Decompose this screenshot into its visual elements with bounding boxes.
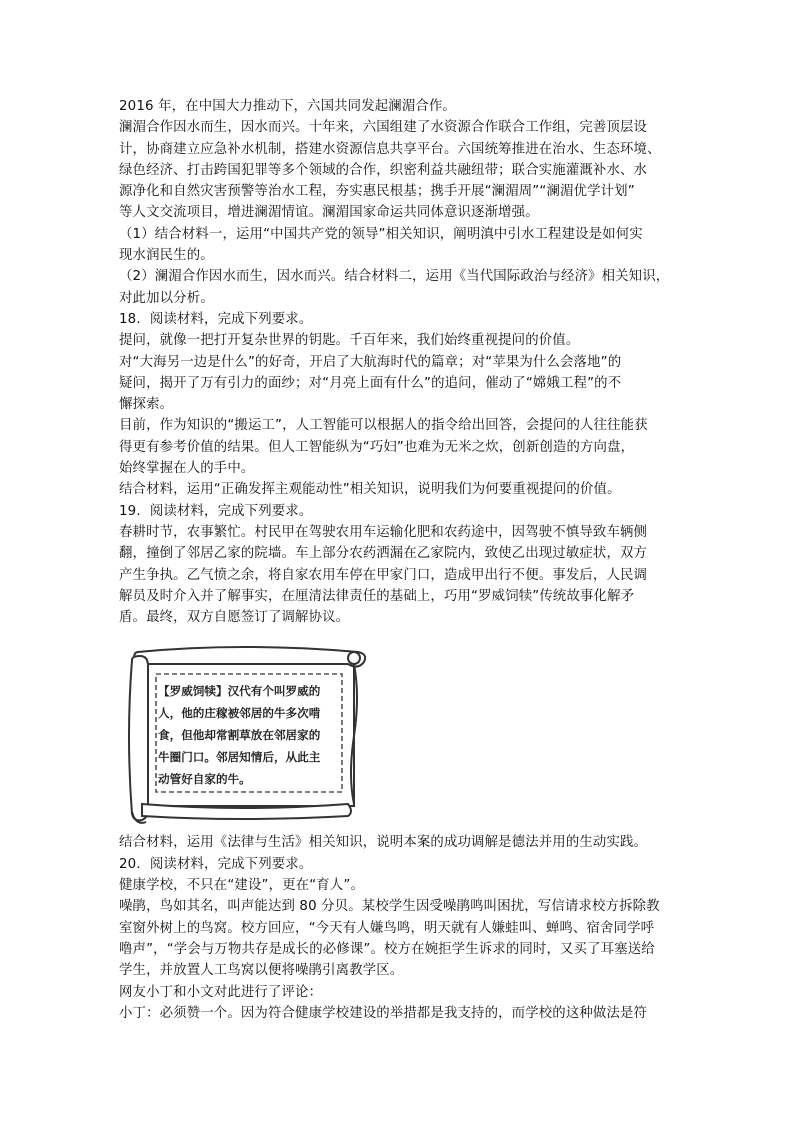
text-line: 对“大海另一边是什么”的好奇，开启了大航海时代的篇章；对“苹果为什么会落地”的: [119, 354, 622, 370]
text-line: 提问，就像一把打开复杂世界的钥匙。千百年来，我们始终重视提问的价值。: [119, 333, 580, 349]
text-line: 学生，并放置人工鸟窝以便将噪鹃引离教学区。: [119, 963, 404, 979]
material-text-bottom: [119, 832, 679, 1024]
text-line: 室窗外树上的鸟窝。校方回应，“今天有人嫌鸟鸣，明天就有人嫌蛙叫、蝉鸣、宿舍同学呼: [119, 920, 655, 936]
text-line: 产生争执。乙气愤之余，将自家农用车停在甲家门口，造成甲出行不便。事发后，人民调: [119, 567, 648, 583]
text-line: 20．阅读材料，完成下列要求。: [119, 856, 313, 872]
text-line: 19．阅读材料，完成下列要求。: [119, 503, 313, 519]
text-line: 澜湄合作因水而生，因水而兴。十年来，六国组建了水资源合作联合工作组，完善顶层设: [119, 120, 648, 136]
text-line: 绿色经济、打击跨国犯罪等多个领域的合作，织密利益共融纽带；联合实施灌溉补水、水: [119, 162, 648, 178]
text-line: 始终掌握在人的手中。: [119, 461, 255, 477]
text-line: 2016 年，在中国大力推动下，六国共同发起澜湄合作。: [119, 99, 456, 114]
text-line: 计，协商建立应急补水机制，搭建水资源信息共享平台。六国统筹推进在治水、生态环境、: [119, 141, 661, 157]
text-line: 源净化和自然灾害预警等治水工程，夯实惠民根基；携手开展“澜湄周”“澜湄优学计划”: [119, 184, 635, 200]
text-line: 等人文交流项目，增进澜湄情谊。澜湄国家命运共同体意识逐渐增强。: [119, 205, 539, 221]
text-line: 18．阅读材料，完成下列要求。: [119, 311, 313, 327]
text-line: 人，他的庄稼被邻居的牛多次啃: [158, 706, 321, 721]
text-line: 疑问，揭开了万有引力的面纱；对“月亮上面有什么”的追问，催动了“嫦娥工程”的不: [119, 375, 622, 391]
text-line: 盾。最终，双方自愿签订了调解协议。: [119, 610, 350, 626]
text-line: 牛圈门口。邻居知情后，从此主: [158, 750, 321, 765]
text-line: 得更有参考价值的结果。但人工智能纵为“巧妇”也难为无米之炊，创新创造的方向盘，: [119, 439, 635, 455]
text-line: 食，但他却常割草放在邻居家的: [158, 728, 321, 743]
text-line: 小丁：必须赞一个。因为符合健康学校建设的举措都是我支持的，而学校的这种做法是符: [119, 1005, 648, 1021]
text-line: 网友小丁和小文对此进行了评论：: [119, 984, 323, 1000]
text-line: （2）澜湄合作因水而生，因水而兴。结合材料二，运用《当代国际政治与经济》相关知识，: [119, 269, 670, 285]
text-line: 健康学校，不只在“建设”，更在“育人”。: [119, 878, 364, 894]
material-text-top: [119, 96, 679, 628]
text-line: 翻，撞倒了邻居乙家的院墙。车上部分农药洒漏在乙家院内，致使乙出现过敏症状，双方: [119, 546, 648, 562]
text-line: 噜声”，“学会与万物共存是成长的必修课”。校方在婉拒学生诉求的同时，又买了耳塞送给: [119, 941, 655, 957]
text-line: 【罗威饲犊】汉代有个叫罗威的: [158, 684, 321, 699]
scroll-story-text: [158, 680, 338, 790]
text-line: 噪鹃，鸟如其名，叫声能达到 80 分贝。某校学生因受噪鹃鸣叫困扰，写信请求校方拆除教: [119, 899, 660, 915]
text-line: （1）结合材料一，运用“中国共产党的领导”相关知识，阐明滇中引水工程建设是如何实: [119, 226, 643, 242]
text-line: 结合材料，运用“正确发挥主观能动性”相关知识，说明我们为何要重视提问的价值。: [119, 482, 621, 498]
text-line: 解员及时介入并了解事实，在厘清法律责任的基础上，巧用“罗威饲犊”传统故事化解矛: [119, 588, 635, 604]
text-line: 懈探索。: [119, 397, 174, 413]
text-line: 现水润民生的。: [119, 248, 214, 264]
text-line: 结合材料，运用《法律与生活》相关知识，说明本案的成功调解是德法并用的生动实践。: [119, 835, 648, 851]
text-line: 春耕时节，农事繁忙。村民甲在驾驶农用车运输化肥和农药途中，因驾驶不慎导致车辆侧: [119, 524, 648, 540]
text-line: 动管好自家的牛。: [158, 772, 251, 787]
text-line: 目前，作为知识的“搬运工”，人工智能可以根据人的指令给出回答，会提问的人往往能获: [119, 418, 648, 434]
document-page: [119, 96, 679, 1024]
scroll-illustration: [122, 636, 367, 826]
text-line: 对此加以分析。: [119, 290, 214, 306]
